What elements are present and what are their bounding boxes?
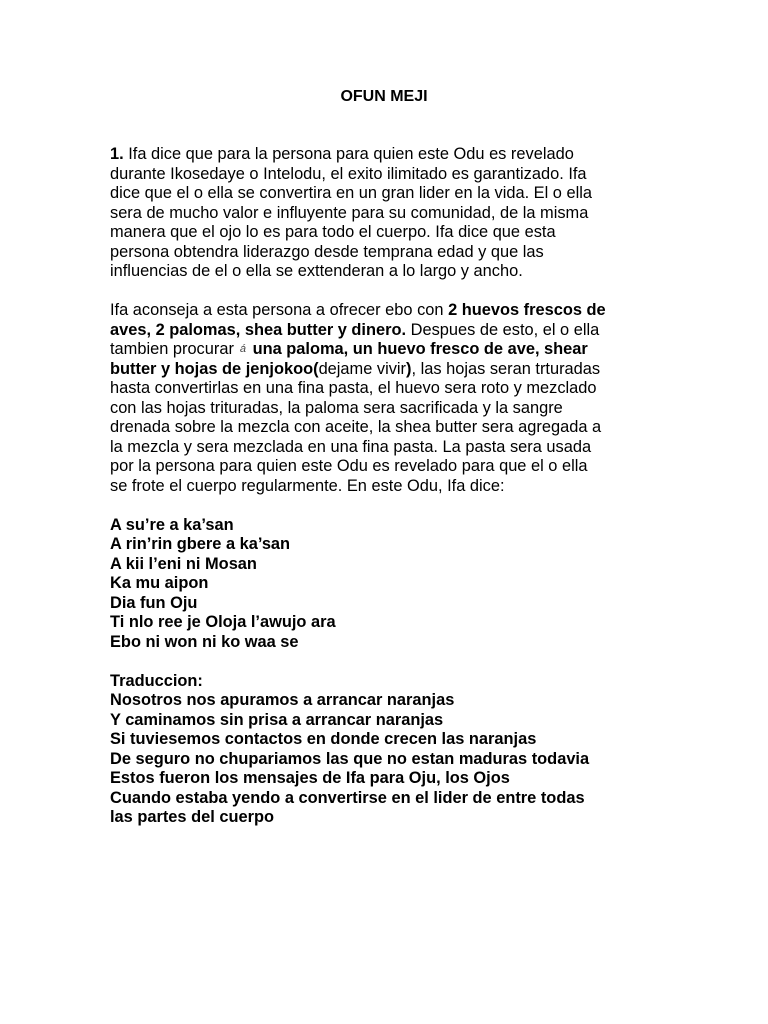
verse-line: A kii l’eni ni Mosan: [110, 554, 257, 573]
translation-line: Cuando estaba yendo a convertirse en el lider de entre todas: [110, 788, 585, 807]
document-title: OFUN MEJI: [340, 88, 428, 105]
text-line: dice que el o ella se convertira en un gran lider en la vida. El o ella: [110, 184, 592, 202]
text-line: influencias de el o ella se exttenderan a lo largo y ancho.: [110, 262, 523, 280]
text-line: se frote el cuerpo regularmente. En este Odu, Ifa dice:: [110, 476, 505, 495]
translation-line: Nosotros nos apuramos a arrancar naranjas: [110, 691, 455, 709]
text-line: persona obtendra liderazgo desde temprana edad y que las: [110, 242, 544, 261]
translation-line: Si tuviesemos contactos en donde crecen las naranjas: [110, 730, 537, 748]
translation-line: Estos fueron los mensajes de Ifa para Oju, los Ojos: [110, 769, 510, 787]
paragraph-2: [110, 301, 670, 496]
text-line: con las hojas trituradas, la paloma sera sacrificada y la sangre: [110, 398, 563, 417]
text-line: Ifa aconseja a esta persona a ofrecer ebo con 2 huevos frescos de: [110, 301, 606, 319]
verse-line: A rin’rin gbere a ka’san: [110, 535, 291, 553]
paragraph-1: [110, 145, 670, 282]
paragraph-gap: [110, 282, 670, 302]
text-line: tambien procurar á una paloma, un huevo fresco de ave, shear: [110, 340, 588, 358]
text-line: manera que el ojo lo es para todo el cuerpo. Ifa dice que esta: [110, 223, 556, 241]
text-line: aves, 2 palomas, shea butter y dinero. Despues de esto, el o ella: [110, 320, 600, 339]
text-line: 1. Ifa dice que para la persona para quien este Odu es revelado: [110, 145, 574, 163]
paragraph-number: 1.: [110, 145, 124, 163]
verse-line: A su’re a ka’san: [110, 515, 234, 534]
text-line: butter y hojas de jenjokoo(dejame vivir), las hojas seran trturadas: [110, 359, 601, 378]
translation-line: De seguro no chupariamos las que no estan maduras todavia: [110, 749, 590, 768]
text-line: durante Ikosedaye o Intelodu, el exito ilimitado es garantizado. Ifa: [110, 164, 587, 183]
verse-line: Ka mu aipon: [110, 574, 209, 592]
text-line: hasta convertirlas en una fina pasta, el huevo sera roto y mezclado: [110, 379, 597, 397]
stray-glyph: á: [239, 343, 247, 355]
verse-line: Dia fun Oju: [110, 593, 198, 612]
text-line: sera de mucho valor e influyente para su comunidad, de la misma: [110, 203, 589, 222]
text-line: la mezcla y sera mezclada en una fina pasta. La pasta sera usada: [110, 437, 592, 456]
translation-heading: Traduccion:: [110, 671, 203, 690]
verse-line: Ti nlo ree je Oloja l’awujo ara: [110, 613, 336, 631]
text-line: drenada sobre la mezcla con aceite, la shea butter sera agregada a: [110, 418, 602, 436]
verse-block: [110, 516, 670, 653]
translation-line: Y caminamos sin prisa a arrancar naranjas: [110, 710, 444, 729]
translation-line: las partes del cuerpo: [110, 808, 274, 826]
text-line: por la persona para quien este Odu es revelado para que el o ella: [110, 457, 588, 475]
verse-line: Ebo ni won ni ko waa se: [110, 632, 299, 651]
paragraph-gap: [110, 496, 670, 516]
document-body: [110, 145, 670, 828]
paragraph-gap: [110, 652, 670, 672]
translation-block: [110, 672, 670, 828]
